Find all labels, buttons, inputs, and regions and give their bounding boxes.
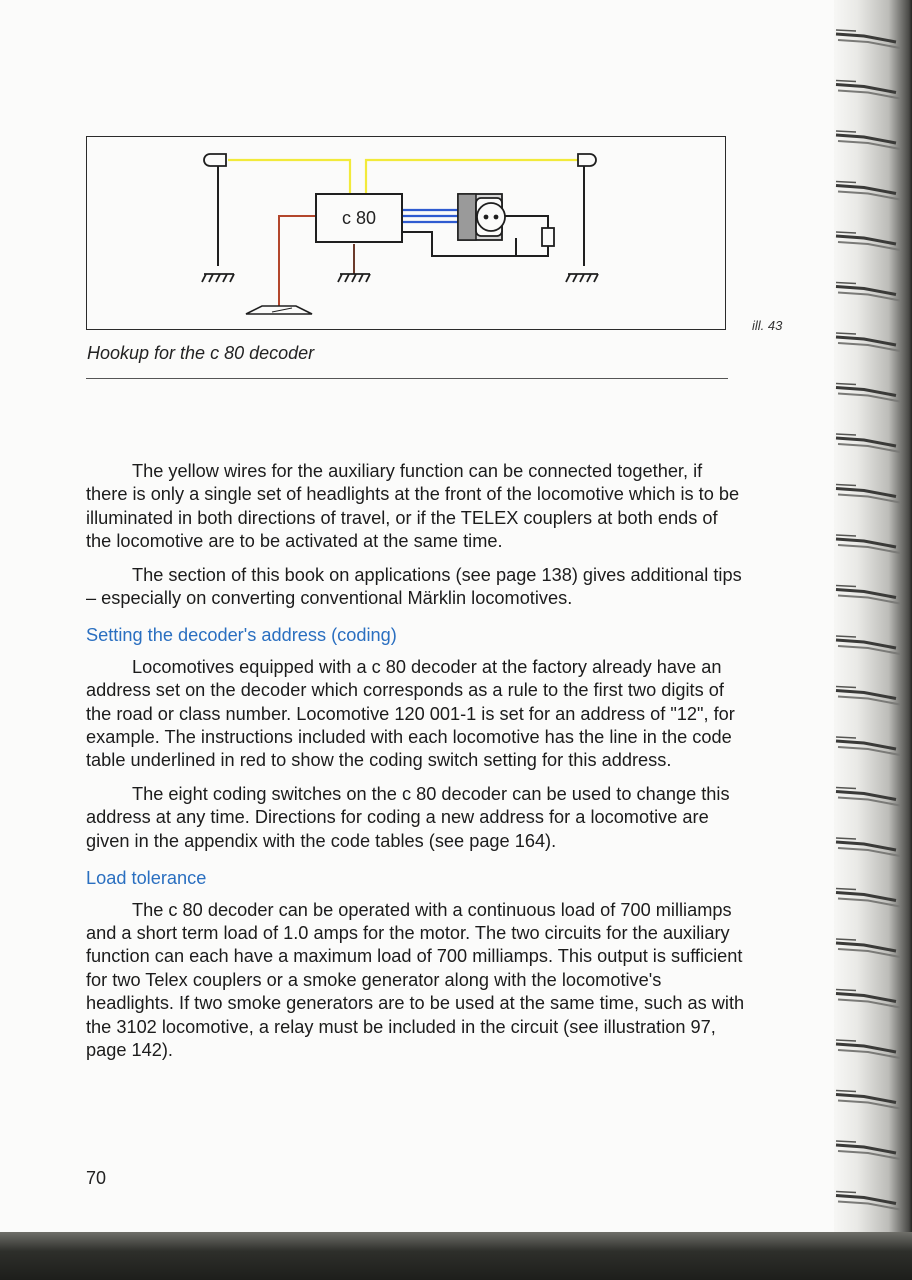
paragraph: The c 80 decoder can be operated with a continuous load of 700 milliamps and a short term load of 1.0 amps for the motor. The two circuits for the auxiliary function can each have a maximum load of 700 milliamps. This output is sufficient for two Telex couplers or a smoke generator along with the locomotive's headlights. If two smoke generators are to be used at the same time, such as with the 3102 locomotive, a relay must be included in the circuit (see illustration 97, page 142). <box>86 899 745 1060</box>
blue-wires <box>402 210 458 222</box>
binding-coil <box>836 889 900 907</box>
binding-coil <box>836 1141 900 1159</box>
binding-coil <box>836 232 900 250</box>
binding-coil <box>836 333 900 351</box>
paragraph: Locomotives equipped with a c 80 decoder at the factory already have an address set on the decoder which corresponds as a rule to the first two digits of the road or class number. Locomotive 120 001-1 is set for an address of "12", for example. The instructions included with each locomotive has the line in the code table underlined in red to show the coding switch setting for this address. <box>86 656 735 771</box>
hookup-schematic <box>86 136 726 330</box>
binding-coil <box>836 81 900 99</box>
binding-coil <box>836 1040 900 1058</box>
left-headlight <box>204 154 226 266</box>
figure-caption: Hookup for the c 80 decoder <box>87 343 315 363</box>
binding-coil <box>836 788 900 806</box>
page-bottom-shadow <box>0 1232 912 1280</box>
binding-coil <box>836 687 900 705</box>
field-coil <box>542 228 554 246</box>
body-text <box>86 460 746 1072</box>
hookup-diagram <box>86 136 726 330</box>
binding-coil <box>836 636 900 654</box>
illustration-number: ill. 43 <box>752 318 783 333</box>
spiral-binding <box>834 0 912 1240</box>
section-heading-load-tolerance: Load tolerance <box>86 868 207 889</box>
binding-coil <box>836 131 900 149</box>
paragraph: The yellow wires for the auxiliary function can be connected together, if there is only a single set of headlights at the front of the locomotive which is to be illuminated in both directions of travel, or if the TELEX couplers at both ends of the locomotive are to be activated at the same time. <box>86 461 740 552</box>
black-wire-lower <box>516 246 548 256</box>
binding-coil <box>836 990 900 1008</box>
paragraph: The section of this book on applications (see page 138) gives additional tips – especially on converting conventional Märklin locomotives. <box>86 564 742 609</box>
motor <box>458 194 505 240</box>
page-number: 70 <box>86 1168 107 1188</box>
binding-coil <box>836 1192 900 1210</box>
binding-coil <box>836 485 900 503</box>
paragraph: The eight coding switches on the c 80 decoder can be used to change this address at any time. Directions for coding a new address for a locomotive are given in the appendix with the code tables (see page 164). <box>86 783 730 851</box>
decoder-label: c 80 <box>341 207 376 228</box>
binding-coil <box>836 384 900 402</box>
binding-coil <box>836 535 900 553</box>
section-heading-address-coding: Setting the decoder's address (coding) <box>86 625 397 646</box>
binding-coil <box>836 838 900 856</box>
pickup-shoe <box>246 306 312 314</box>
binding-coil <box>836 182 900 200</box>
yellow-wires <box>228 160 586 194</box>
binding-coil <box>836 737 900 755</box>
binding-coils <box>834 0 912 1240</box>
binding-coil <box>836 1091 900 1109</box>
binding-coil <box>836 30 900 48</box>
right-headlight <box>578 154 596 266</box>
binding-coil <box>836 283 900 301</box>
binding-coil <box>836 586 900 604</box>
caption-divider <box>86 378 728 379</box>
ground-symbols <box>202 274 598 282</box>
binding-coil <box>836 939 900 957</box>
red-wire <box>279 216 316 308</box>
binding-coil <box>836 434 900 452</box>
